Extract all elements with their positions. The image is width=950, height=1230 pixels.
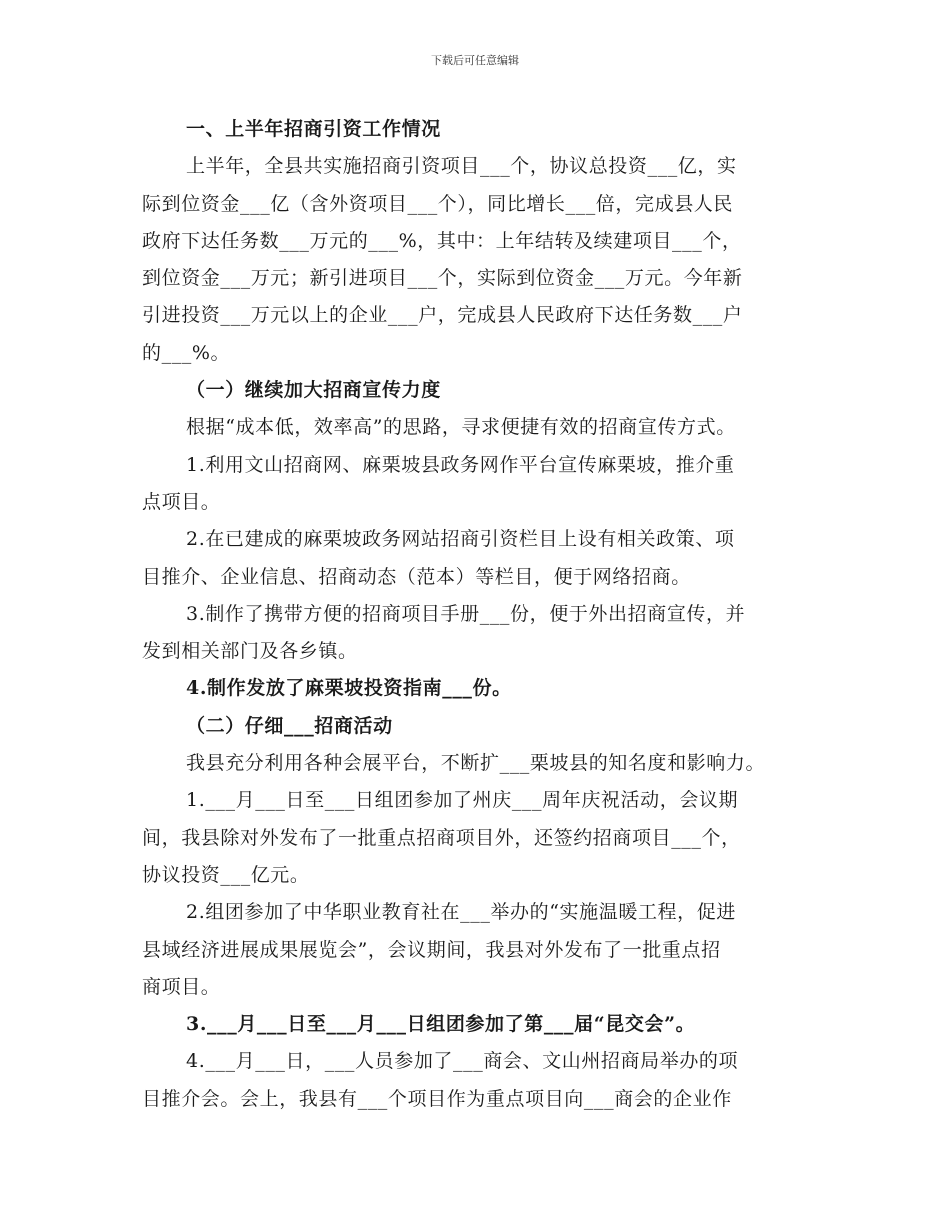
paragraph-line: 到位资金___万元；新引进项目___个，实际到位资金___万元。今年新 <box>142 267 743 290</box>
paragraph-line: 点项目。 <box>142 490 221 513</box>
paragraph-line: 政府下达任务数___万元的___%，其中：上年结转及续建项目___个， <box>142 229 742 252</box>
paragraph-line: 目推介会。会上，我县有___个项目作为重点项目向___商会的企业作 <box>142 1087 732 1110</box>
paragraph-line: 际到位资金___亿（含外资项目___个），同比增长___倍，完成县人民 <box>142 192 734 215</box>
paragraph-line: 发到相关部门及各乡镇。 <box>142 640 358 663</box>
paragraph-line: 根据“成本低，效率高”的思路，寻求便捷有效的招商宣传方式。 <box>186 416 736 439</box>
document-body <box>142 111 812 1118</box>
paragraph-line: 上半年，全县共实施招商引资项目___个，协议总投资___亿，实 <box>186 155 737 178</box>
paragraph-line: 我县充分利用各种会展平台，不断扩___栗坡县的知名度和影响力。 <box>186 752 766 775</box>
section-heading: （二）仔细___招商活动 <box>186 714 393 737</box>
paragraph-line: 商项目。 <box>142 975 221 998</box>
section-heading: 4.制作发放了麻栗坡投资指南___份。 <box>186 677 512 700</box>
paragraph-line: 2.在已建成的麻栗坡政务网站招商引资栏目上设有相关政策、项 <box>186 528 735 551</box>
paragraph-line: 的___%。 <box>142 341 231 364</box>
section-heading: （一）继续加大招商宣传力度 <box>186 379 441 402</box>
paragraph-line: 4.___月___日，___人员参加了___商会、文山州招商局举办的项 <box>186 1050 739 1073</box>
paragraph-line: 1.___月___日至___日组团参加了州庆___周年庆祝活动，会议期 <box>186 789 739 812</box>
paragraph-line: 3.制作了携带方便的招商项目手册___份，便于外出招商宣传，并 <box>186 602 746 625</box>
paragraph-line: 1.利用文山招商网、麻栗坡县政务网作平台宣传麻栗坡，推介重 <box>186 453 735 476</box>
paragraph-line: 间，我县除对外发布了一批重点招商项目外，还签约招商项目___个， <box>142 826 741 849</box>
paragraph-line: 县域经济进展成果展览会”，会议期间，我县对外发布了一批重点招 <box>142 938 721 961</box>
paragraph-line: 2.组团参加了中华职业教育社在___举办的“实施温暖工程，促进 <box>186 901 736 924</box>
section-heading: 一、上半年招商引资工作情况 <box>186 118 441 140</box>
paragraph-line: 目推介、企业信息、招商动态（范本）等栏目，便于网络招商。 <box>142 565 691 588</box>
section-heading: 3.___月___日至___月___日组团参加了第___届“昆交会”。 <box>186 1013 696 1036</box>
page-header: 下载后可任意编辑 <box>431 54 519 67</box>
paragraph-line: 引进投资___万元以上的企业___户，完成县人民政府下达任务数___户 <box>142 304 743 327</box>
paragraph-line: 协议投资___亿元。 <box>142 863 310 886</box>
